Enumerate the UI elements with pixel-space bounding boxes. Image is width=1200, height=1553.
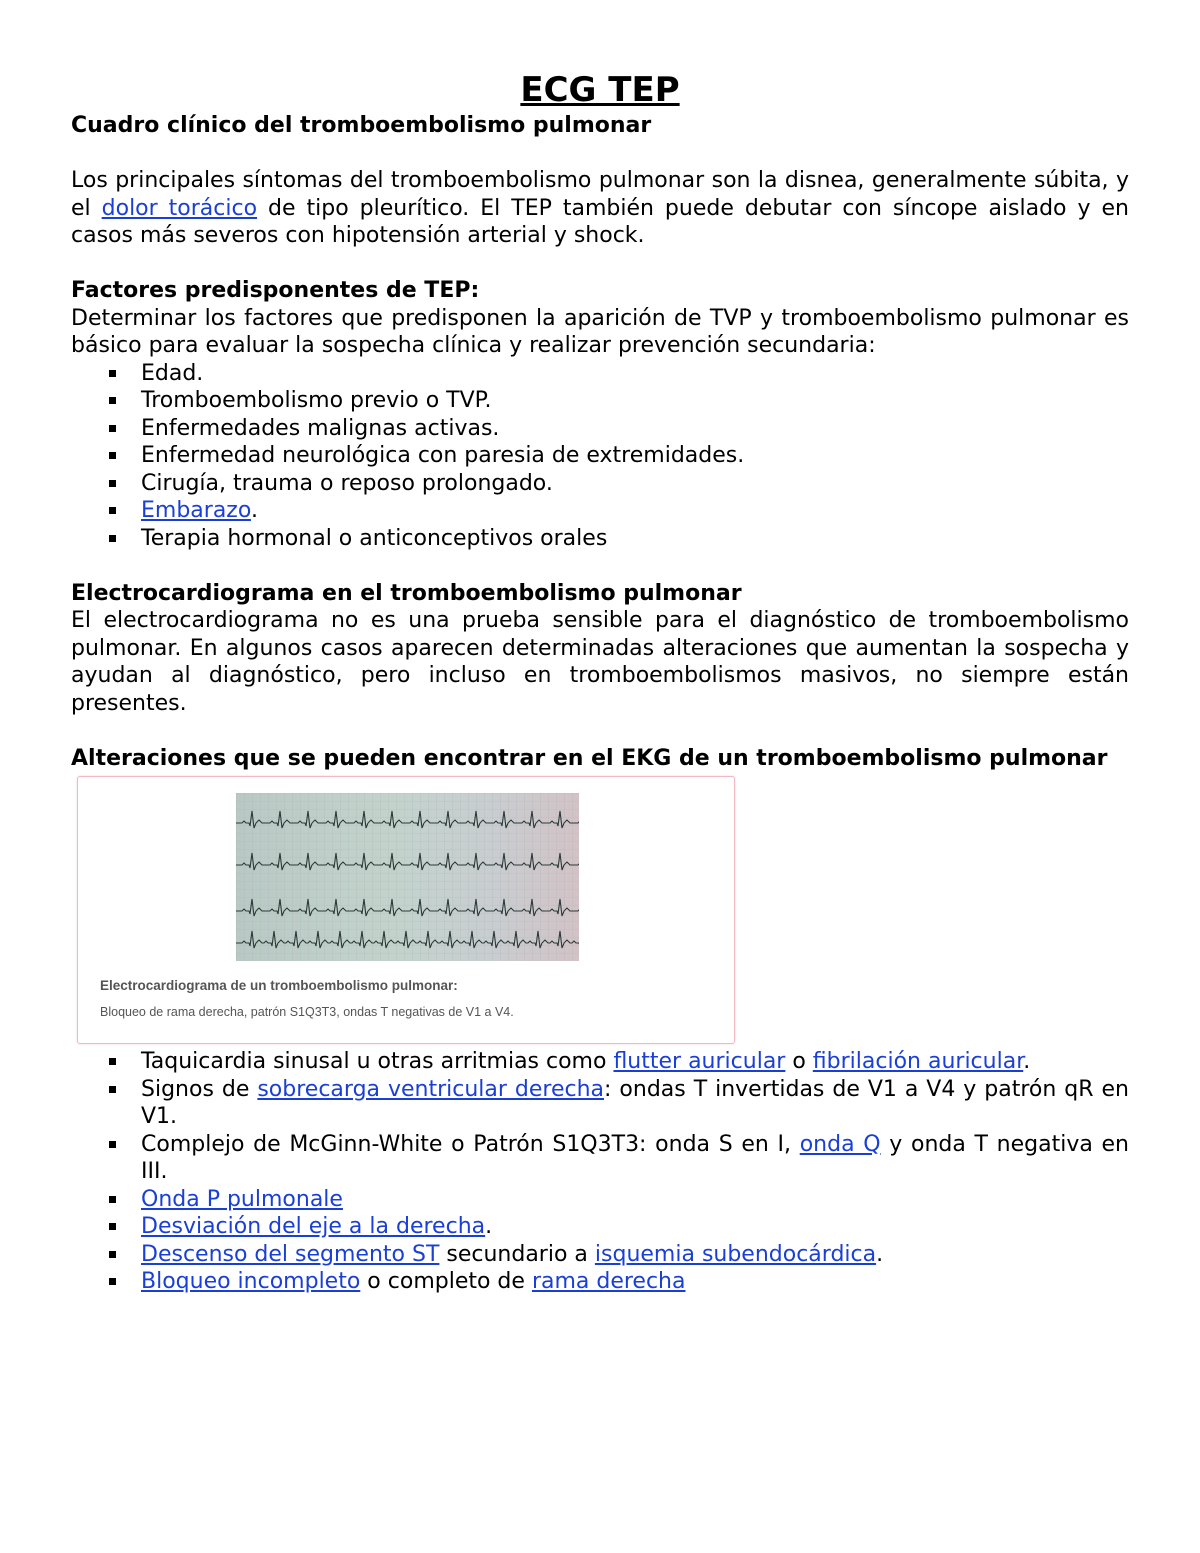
bullet-icon bbox=[109, 397, 116, 404]
spacer bbox=[71, 552, 1129, 580]
bullet-icon bbox=[109, 1141, 116, 1148]
link-onda-p-pulmonale[interactable]: Onda P pulmonale bbox=[141, 1186, 343, 1212]
spacer bbox=[71, 140, 1129, 168]
bullet-icon bbox=[109, 1251, 116, 1258]
bullet-icon bbox=[109, 1058, 116, 1065]
list-item: Bloqueo incompleto o completo de rama derecha bbox=[71, 1268, 1129, 1296]
document-page bbox=[71, 70, 1129, 1296]
bullet-icon bbox=[109, 480, 116, 487]
figure-caption-title: Electrocardiograma de un tromboembolismo pulmonar: bbox=[100, 978, 458, 993]
list-item: Enfermedad neurológica con paresia de extremidades. bbox=[71, 442, 1129, 470]
link-flutter-auricular[interactable]: flutter auricular bbox=[613, 1049, 786, 1074]
list-item: Desviación del eje a la derecha. bbox=[71, 1213, 1129, 1241]
bullet-icon bbox=[109, 1278, 116, 1285]
list-item: Taquicardia sinusal u otras arritmias como flutter auricular o fibrilación auricular. bbox=[71, 1048, 1129, 1076]
heading-alteraciones: Alteraciones que se pueden encontrar en el EKG de un tromboembolismo pulmonar bbox=[71, 745, 1108, 771]
bullet-icon bbox=[109, 1196, 116, 1203]
ecg-trace-graphic bbox=[236, 793, 579, 961]
list-item: Terapia hormonal o anticonceptivos orales bbox=[71, 525, 1129, 553]
paragraph-factores-intro: Determinar los factores que predisponen la aparición de TVP y tromboembolismo pulmonar es básico para evaluar la sospecha clínica y realizar prevención secundaria: bbox=[71, 305, 1129, 358]
alteraciones-list bbox=[71, 1048, 1129, 1296]
list-item: Tromboembolismo previo o TVP. bbox=[71, 387, 1129, 415]
spacer bbox=[71, 717, 1129, 745]
list-item: Descenso del segmento ST secundario a isquemia subendocárdica. bbox=[71, 1241, 1129, 1269]
list-item: Embarazo. bbox=[71, 497, 1129, 525]
bullet-icon bbox=[109, 1086, 116, 1093]
bullet-icon bbox=[109, 507, 116, 514]
list-item: Edad. bbox=[71, 360, 1129, 388]
link-bloqueo-incompleto[interactable]: Bloqueo incompleto bbox=[141, 1269, 361, 1294]
paragraph-electrocardiograma: El electrocardiograma no es una prueba sensible para el diagnóstico de tromboembolismo pulmonar. En algunos casos aparecen determinadas alteraciones que aumentan la sospecha y ayudan al diagnóstico, pero incluso en tromboembolismos masivos, no siempre están presentes. bbox=[71, 608, 1129, 716]
link-sobrecarga-ventricular[interactable]: sobrecarga ventricular derecha bbox=[257, 1076, 605, 1102]
list-item: Cirugía, trauma o reposo prolongado. bbox=[71, 470, 1129, 498]
bullet-icon bbox=[109, 425, 116, 432]
heading-factores: Factores predisponentes de TEP: bbox=[71, 278, 480, 303]
ecg-figure bbox=[77, 776, 735, 1044]
link-fibrilacion-auricular[interactable]: fibrilación auricular bbox=[812, 1049, 1024, 1074]
spacer bbox=[71, 250, 1129, 278]
bullet-icon bbox=[109, 1223, 116, 1230]
page-title: ECG TEP bbox=[520, 70, 680, 110]
list-item: Complejo de McGinn-White o Patrón S1Q3T3: onda S en I, onda Q y onda T negativa en III. bbox=[71, 1131, 1129, 1186]
ecg-image bbox=[236, 793, 579, 961]
list-item: Enfermedades malignas activas. bbox=[71, 415, 1129, 443]
link-isquemia-subendocardica[interactable]: isquemia subendocárdica bbox=[594, 1241, 877, 1267]
list-item bbox=[71, 1186, 1129, 1214]
list-item: Signos de sobrecarga ventricular derecha: ondas T invertidas de V1 a V4 y patrón qR en V1. bbox=[71, 1076, 1129, 1131]
bullet-icon bbox=[109, 452, 116, 459]
factores-list bbox=[71, 360, 1129, 553]
link-dolor-toracico[interactable]: dolor torácico bbox=[101, 195, 258, 221]
bullet-icon bbox=[109, 535, 116, 542]
link-onda-q[interactable]: onda Q bbox=[799, 1131, 881, 1157]
link-embarazo[interactable]: Embarazo bbox=[141, 498, 251, 523]
link-desviacion-eje[interactable]: Desviación del eje a la derecha bbox=[141, 1214, 486, 1239]
link-descenso-st[interactable]: Descenso del segmento ST bbox=[141, 1241, 440, 1267]
heading-cuadro-clinico: Cuadro clínico del tromboembolismo pulmonar bbox=[71, 113, 652, 138]
bullet-icon bbox=[109, 370, 116, 377]
link-rama-derecha[interactable]: rama derecha bbox=[531, 1269, 686, 1294]
figure-caption-text: Bloqueo de rama derecha, patrón S1Q3T3, ondas T negativas de V1 a V4. bbox=[100, 1005, 514, 1019]
paragraph-sintomas: Los principales síntomas del tromboembolismo pulmonar son la disnea, generalmente súbita, y el dolor torácico de tipo pleurítico. El TEP también puede debutar con síncope aislado y en casos más severos con hipotensión arterial y shock. bbox=[71, 168, 1129, 248]
heading-electrocardiograma: Electrocardiograma en el tromboembolismo pulmonar bbox=[71, 580, 742, 606]
